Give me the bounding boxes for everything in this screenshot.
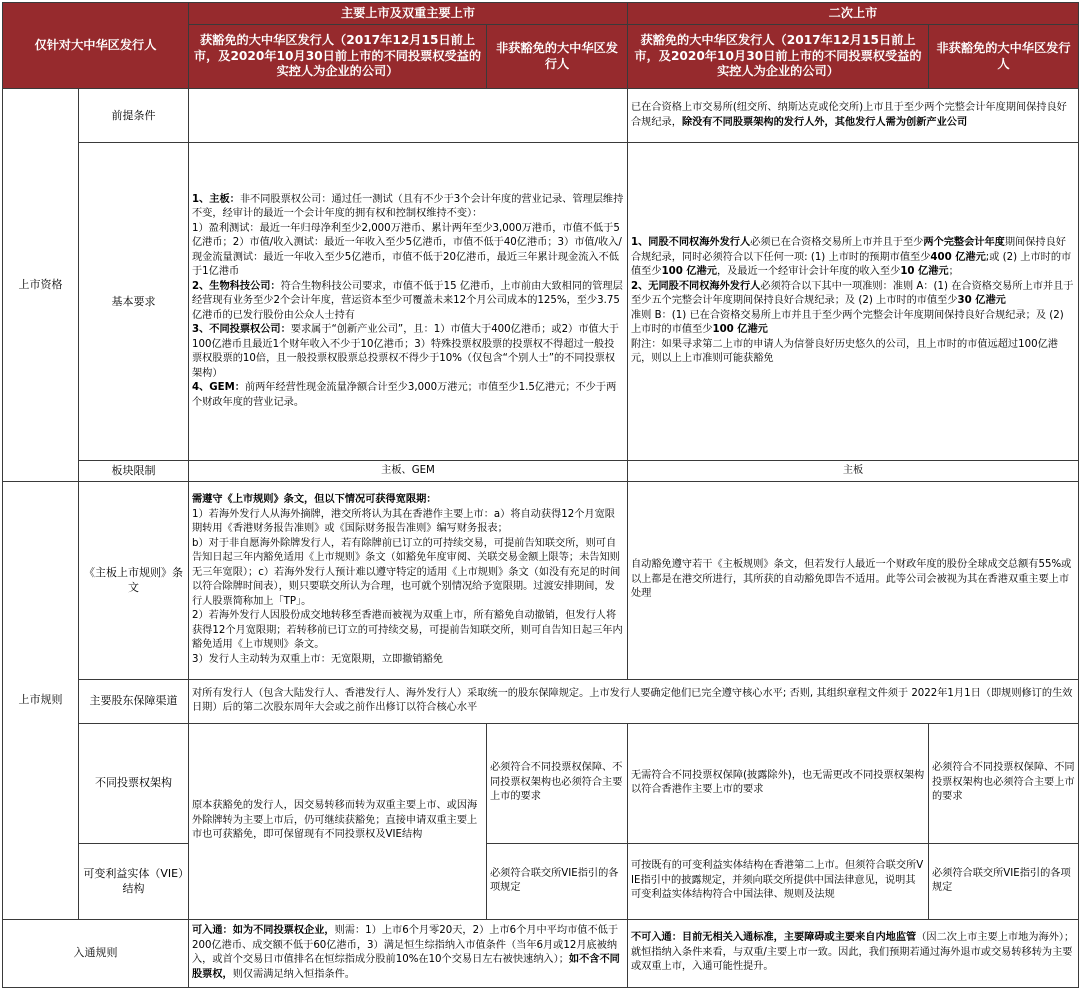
basic-s1-bold3: 100 亿港元 [661, 266, 717, 278]
row-label-vie: 可变利益实体（VIE）结构 [79, 843, 189, 919]
hk-listing-comparison-table [2, 2, 1079, 988]
basic-p3-text: 要求属于“创新产业公司”，且：1）市值大于400亿港币；或2）市值大于100亿港币且最近1个财年收入不少于10亿港币；3）特殊投票权股票的投票权不得超过一般投票权股票的10倍，且一般投票权股票总投票权不得少于10%（仅包含“个别人士”的不同投票权架构） [192, 324, 619, 379]
corner-header: 仅针对大中华区发行人 [3, 3, 189, 89]
board-restriction-primary: 主板、GEM [189, 461, 628, 482]
basic-s2b [631, 309, 1075, 338]
basic-requirements-secondary-cell [628, 143, 1079, 461]
basic-p2-text: 符合生物科技公司要求，市值不低于15 亿港币，上市前由大致相同的管理层经营现有业务至少2个会计年度，营运资本至少可覆盖未来12个月公司成本的125%，至少3.75 亿港币的已发行股份由公众人士持有 [192, 280, 623, 321]
basic-p2-head: 2、生物科技公司： [192, 280, 281, 292]
dual-class-secondary-exempt-cell: 无需符合不同投票权保障(披露除外)，也无需更改不同投票权架构以符合香港作主要上市的要求 [628, 723, 929, 843]
prerequisite-secondary-bold: 除没有不同股票架构的发行人外，其他发行人需为创新产业公司 [681, 116, 968, 128]
secondary-nonexempt-header: 非获豁免的大中华区发行人 [929, 25, 1079, 89]
basic-p1-head: 1、主板： [192, 193, 240, 205]
shareholder-protection-cell: 对所有发行人（包含大陆发行人、香港发行人、海外发行人）采取统一的股东保障规定。上市发行人要确定他们已完全遵守核心水平; 否则, 其组织章程文件须于 2022年1月1日（即规则修订的生效日期）后的第二次股东周年大会或之前作出修订以符合核心水平 [189, 679, 1079, 723]
basic-s2-head: 2、无同股不同权海外发行人 [631, 280, 761, 292]
row-label-shareholder-protection: 主要股东保障渠道 [79, 679, 189, 723]
mainboard-rules-3: 2）若海外发行人因股份成交地转移至香港而被视为双重上市，所有豁免自动撤销，但发行人将获得12个月宽限期；若转移前已订立的可持续交易，可提前告知联交所，则可自告知日起三年内豁免适用《上市规则》条文。 [192, 610, 623, 651]
board-restriction-secondary: 主板 [628, 461, 1079, 482]
mainboard-rules-1: 1）若海外发行人从海外摘牌，港交所将认为其在香港作主要上市：a）将自动获得12个月宽限期转用《香港财务报告准则》或《国际财务报告准则》编写财务报表； [192, 508, 615, 535]
vie-secondary-nonexempt-cell: 必须符合联交所VIE指引的各项规定 [929, 843, 1079, 919]
mainboard-rules-primary-cell [189, 481, 628, 679]
prerequisite-primary-cell [189, 89, 628, 143]
basic-s2-text: 必须符合以下其中一项准则：准则 A：(1) 在合资格交易所上市并且于至少五个完整会计年度期间保持良好合规纪录；及 (2) 上市时的市值至少 [631, 280, 1074, 307]
basic-s2b-text: 准则 B：(1) 已在合资格交易所上市并且于至少两个完整会计年度期间保持良好合规纪录；及 (2) 上市时的市值至少 [631, 309, 1064, 336]
secondary-listing-group-header: 二次上市 [628, 3, 1079, 25]
mainboard-rules-4: 3）发行人主动转为双重上市：无宽限期，立即撤销豁免 [192, 653, 443, 665]
connect-secondary-text: （因二次上市主要上市地为海外）；就恒指纳入条件来看，与双重/主要上市一致。因此，我们预期若通过海外退市或交易转移转为主要或双重上市，入通可能性提升。 [631, 932, 1075, 973]
dual-class-primary-exempt-cell: 原本获豁免的发行人，因交易转移而转为双重主要上市、或因海外除牌转为主要上市后，仍可继续获豁免；直接申请双重主要上市也可获豁免，即可保留现有不同投票权及VIE结构 [189, 723, 487, 919]
basic-p1-text: 非不同股票权公司：通过任一测试（且有不少于3个会计年度的营业记录、管理层维持不变，经审计的最近一个会计年度的拥有权和控制权维持不变）： [192, 193, 624, 220]
row-label-prerequisite: 前提条件 [79, 89, 189, 143]
row-label-dual-class: 不同投票权架构 [79, 723, 189, 843]
basic-s1-head: 1、同股不同权海外发行人 [631, 237, 751, 249]
basic-s1-text2: 期间保持良好合规纪录，同时必须符合以下任何一项: (1) 上市时的预期市值至少 [631, 237, 1066, 263]
basic-s1-bold4: 10 亿港元 [900, 266, 949, 278]
vie-secondary-exempt-cell: 可按既有的可变利益实体结构在香港第二上市。但须符合联交所VIE指引中的披露规定，并须向联交所提供中国法律意见，说明其可变利益实体结构符合中国法律、规则及法规 [628, 843, 929, 919]
prerequisite-secondary-text: 已在合资格上市交易所(纽交所、纳斯达克或伦交所)上市且于至少两个完整会计年度期间保持良好合规纪录， [631, 102, 1067, 128]
basic-s1 [631, 236, 1075, 279]
basic-p4-text: 前两年经营性现金流量净额合计至少3,000万港元；市值至少1.5亿港元；不少于两个财政年度的营业记录。 [192, 382, 617, 408]
basic-s2b-bold: 100 亿港元 [712, 324, 768, 336]
secondary-exempt-header: 获豁免的大中华区发行人（2017年12月15日前上市，及2020年10月30日前上市的不同投票权受益的实控人为企业的公司） [628, 25, 929, 89]
basic-p1-tests: 1）盈利测试：最近一年归母净利至少2,000万港币、累计两年至少3,000万港币，市值不低于5亿港币；2）市值/收入测试：最近一年收入至少5亿港币，市值不低于40亿港币；3）市值/收入/现金流量测试：最近一年收入至少5亿港币，市值不低于20亿港币，最近三年累计现金流入不低于1亿港币 [192, 222, 622, 278]
mainboard-rules-secondary-cell: 自动豁免遵守若干《主板规则》条文，但若发行人最近一个财政年度的股份全球成交总额有55%或以上都是在港交所进行，其所获的自动豁免即告不适用。此等公司会被视为其在香港双重主要上市处理 [628, 481, 1079, 679]
basic-p4-head: 4、GEM： [192, 382, 245, 394]
basic-s1-bold2: 400 亿港元 [930, 251, 986, 263]
basic-s1-text3: ;或 (2) 上市时的市值至少 [631, 251, 1072, 278]
basic-p4 [192, 381, 624, 410]
vie-primary-nonexempt-cell: 必须符合联交所VIE指引的各项规定 [487, 843, 628, 919]
basic-requirements-primary-cell [189, 143, 628, 461]
connect-primary-tail: 如不含不同股票权， [192, 954, 620, 980]
basic-p1 [192, 193, 624, 222]
primary-nonexempt-header: 非获豁免的大中华区发行人 [487, 25, 628, 89]
connect-primary-text: 则需：1）上市6个月零20天，2）上市6个月中平均市值不低于200亿港币、成交额不低于60亿港币，3）满足恒生综指纳入市值条件（当年6月或12月底被纳入，或首个交易日市值排名在恒综指成分股前10%在10个交易日左右被快速纳入）； [192, 925, 619, 966]
mainboard-rules-2: b）对于非自愿海外除牌发行人，若有除牌前已订立的可持续交易，可提前告知联交所，则可自告知日起三年内豁免适用《上市规则》条文（如豁免年度审阅、关联交易金额上限等；未告知则无三年宽限）；c）若海外发行人预计难以遵守特定的适用《上市规则》条文（如没有充足的时间以符合除牌时间表），则只要联交所认为合理，也可就个别情况给予宽限期。过渡安排期间，发行人股票简称加上「TP」。 [192, 537, 621, 607]
primary-listing-group-header: 主要上市及双重主要上市 [189, 3, 628, 25]
dual-class-primary-nonexempt-cell: 必须符合不同投票权保障、不同投票权架构也必须符合主要上市的要求 [487, 723, 628, 843]
connect-secondary-head: 不可入通：目前无相关入通标准，主要障碍或主要来自内地监管 [631, 932, 917, 944]
basic-s1-text4: ，及最近一个经审计会计年度的收入至少 [716, 266, 901, 278]
basic-s2 [631, 280, 1075, 309]
basic-p2 [192, 280, 624, 323]
row-label-board-restriction: 板块限制 [79, 461, 189, 482]
basic-p3-head: 3、不同投票权公司： [192, 324, 291, 336]
category-connect-rules: 入通规则 [3, 919, 189, 987]
connect-primary-head: 可入通：如为不同投票权企业， [192, 925, 335, 937]
prerequisite-secondary-cell [628, 89, 1079, 143]
connect-primary-cell [189, 919, 628, 987]
basic-s2-bold: 30 亿港元 [957, 295, 1006, 307]
mainboard-rules-head: 需遵守《上市规则》条文，但以下情况可获得宽限期： [192, 494, 437, 506]
basic-s1-bold: 两个完整会计年度 [923, 237, 1005, 249]
connect-secondary-cell [628, 919, 1079, 987]
basic-s1-text: 必须已在合资格交易所上市并且于至少 [750, 237, 924, 249]
connect-primary-end: 则仅需满足纳入恒指条件。 [232, 968, 355, 980]
category-listing-rules: 上市规则 [3, 481, 79, 919]
row-label-mainboard-rules: 《主板上市规则》条文 [79, 481, 189, 679]
category-qualification: 上市资格 [3, 89, 79, 482]
basic-secondary-note: 附注：如果寻求第二上市的申请人为信誉良好历史悠久的公司，且上市时的市值远超过100亿港元，则以上上市准则可能获豁免 [631, 338, 1058, 365]
basic-p3 [192, 323, 624, 381]
dual-class-secondary-nonexempt-cell: 必须符合不同投票权保障、不同投票权架构也必须符合主要上市的要求 [929, 723, 1079, 843]
basic-s1-text5: ； [948, 266, 959, 278]
primary-exempt-header: 获豁免的大中华区发行人（2017年12月15日前上市，及2020年10月30日前上市的不同投票权受益的实控人为企业的公司） [189, 25, 487, 89]
row-label-basic-requirements: 基本要求 [79, 143, 189, 461]
